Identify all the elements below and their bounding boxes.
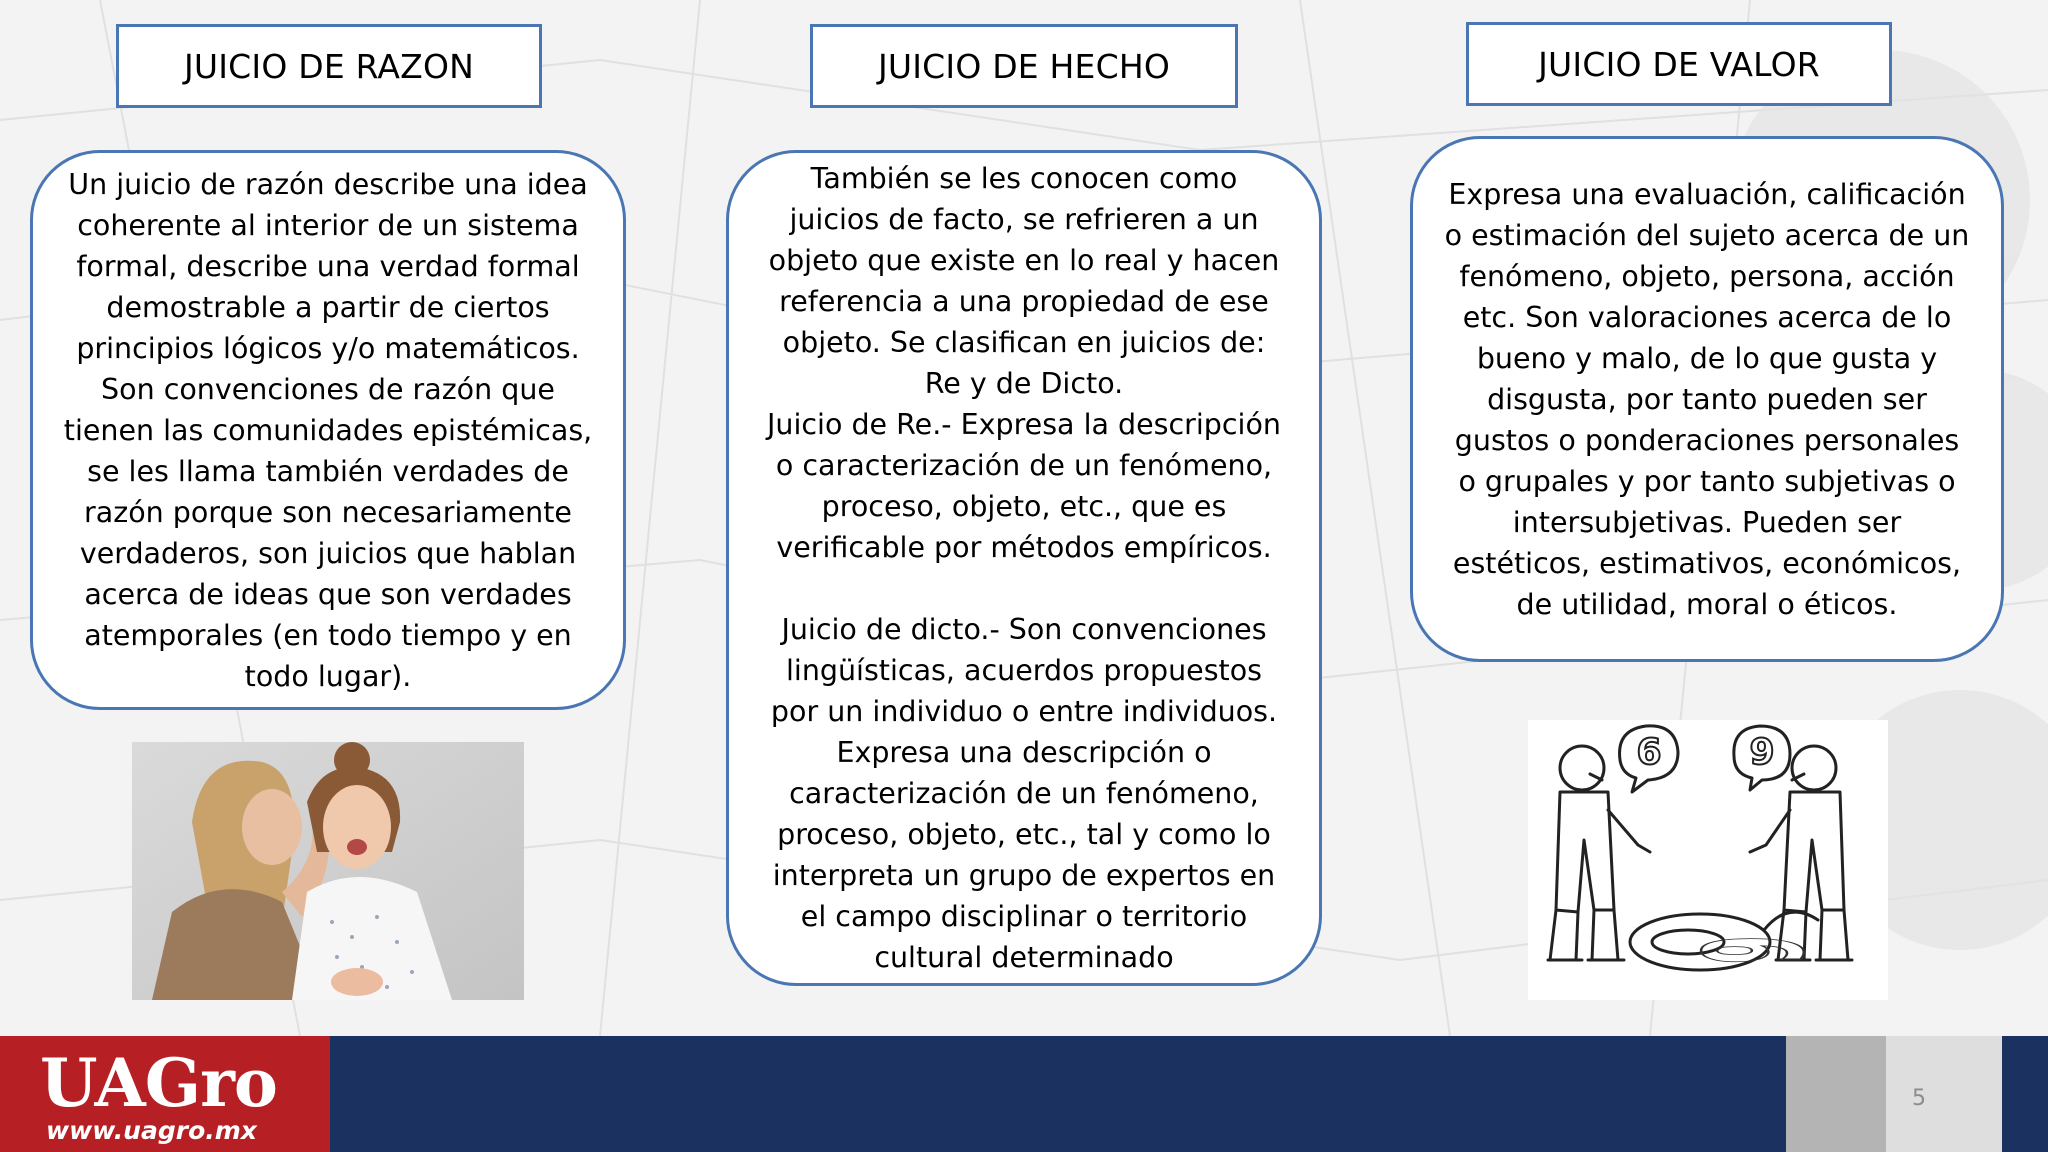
footer-light-block xyxy=(1886,1036,2002,1152)
box-juicio-valor xyxy=(1410,136,2004,662)
text-juicio-valor: Expresa una evaluación, calificación o estimación del sujeto acerca de un fenómeno, objeto, persona, acción etc. Son valoraciones acerca de lo bueno y malo, de lo que gusta y disgusta, por tanto pueden ser gustos o ponderaciones personales o grupales y por tanto subjetivas o intersubjetivas. Pueden ser estéticos, estimativos, económicos, de utilidad, moral o éticos. xyxy=(1444,177,1970,621)
footer-gray-block xyxy=(1786,1036,1886,1152)
title-juicio-razon: JUICIO DE RAZON xyxy=(116,24,542,108)
title-juicio-hecho: JUICIO DE HECHO xyxy=(810,24,1238,108)
floor-digit: 6 xyxy=(1670,936,1830,964)
whispering-women-photo xyxy=(132,742,524,1000)
logo-text: UAGro xyxy=(40,1044,277,1122)
page-number: 5 xyxy=(1912,1086,1926,1111)
uagro-logo xyxy=(0,1036,330,1152)
text-juicio-razon: Un juicio de razón describe una idea coherente al interior de un sistema formal, describe una verdad formal demostrable a partir de ciertos principios lógicos y/o matemáticos. Son convenciones de razón que tienen las comunidades epistémicas, se les llama también verdades de razón porque son necesariamente verdaderos, son juicios que hablan acerca de ideas que son verdades atemporales (en todo tiempo y en todo lugar). xyxy=(63,167,593,693)
box-juicio-hecho xyxy=(726,150,1322,986)
box-juicio-razon xyxy=(30,150,626,710)
bubble-right-digit: 9 xyxy=(1749,732,1775,773)
text-juicio-hecho: También se les conocen como juicios de facto, se refrieren a un objeto que existe en lo real y hacen referencia a una propiedad de ese objeto. Se clasifican en juicios de: Re y de Dicto. Juicio de Re.- Expresa la descripción o caracterización de un fenómeno, proceso, objeto, etc., que es verificable por métodos empíricos. Juicio de dicto.- Son convenciones lingüísticas, acuerdos propuestos por un individuo o entre individuos. Expresa una descripción o caracterización de un fenómeno, proceso, objeto, etc., tal y como lo interpreta un grupo de expertos en el campo disciplinar o territorio cultural determinado xyxy=(767,162,1281,974)
logo-url: www.uagro.mx xyxy=(46,1116,257,1145)
bubble-left-digit: 6 xyxy=(1636,732,1662,773)
title-juicio-valor: JUICIO DE VALOR xyxy=(1466,22,1892,106)
six-nine-perspective-illustration xyxy=(1528,720,1888,1000)
